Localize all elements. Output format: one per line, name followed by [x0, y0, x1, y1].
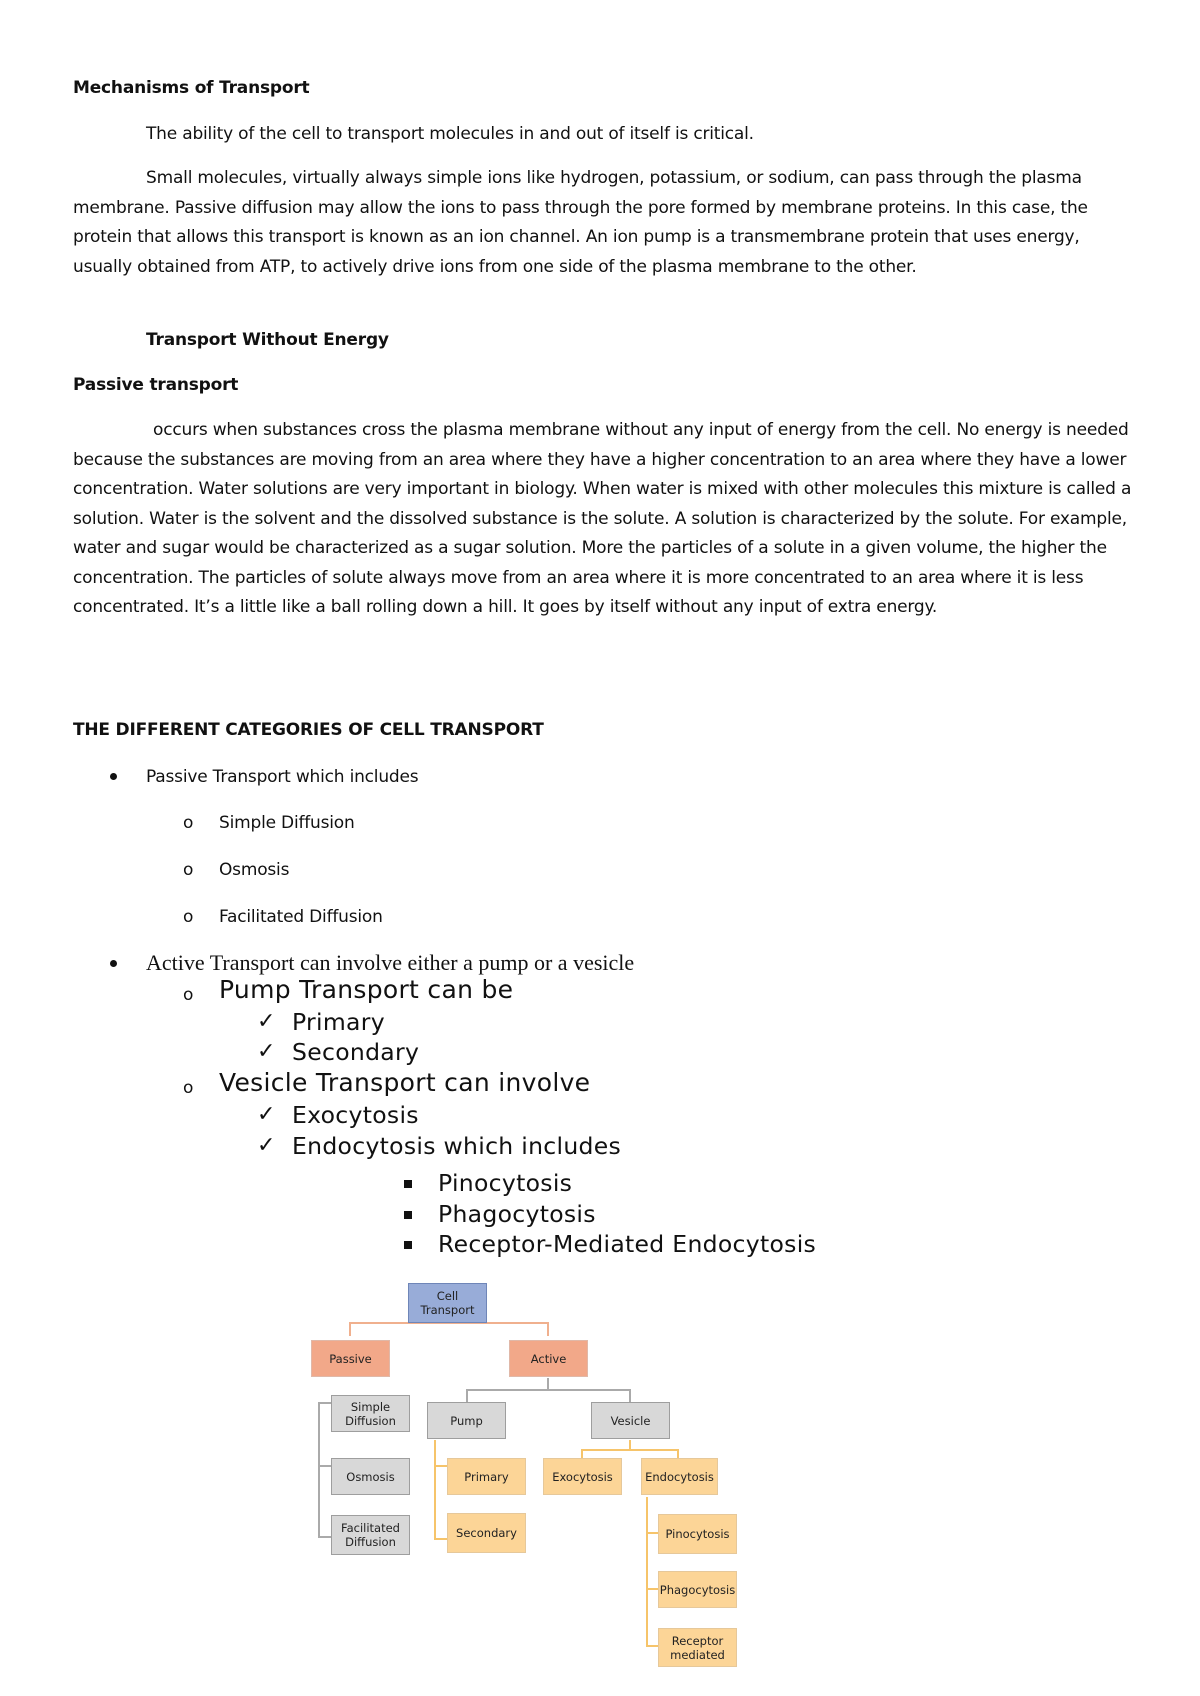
connector-line [466, 1389, 468, 1403]
bullet-icon [110, 773, 117, 780]
transport-without-energy-heading: Transport Without Energy [146, 330, 389, 350]
connector-line [629, 1389, 631, 1403]
node-pinocytosis: Pinocytosis [658, 1514, 737, 1554]
node-pump: Pump [427, 1402, 506, 1439]
circle-bullet-icon: o [183, 860, 194, 880]
ion-paragraph: Small molecules, virtually always simple ions like hydrogen, potassium, or sodium, can pass through the plasma membrane. Passive diffusion may allow the ions to pass through the pore formed by membrane proteins. In this case, the protein that allows this transport is known as an ion channel. An ion pump is a transmembrane protein that uses energy, usually obtained from ATP, to actively drive ions from one side of the plasma membrane to the other. [73, 168, 1088, 277]
connector-line [581, 1449, 679, 1451]
node-osmosis: Osmosis [331, 1458, 410, 1495]
connector-line [434, 1440, 436, 1540]
list-item-primary: Primary [292, 1008, 385, 1036]
circle-bullet-icon: o [183, 985, 194, 1005]
list-item-vesicle-transport: Vesicle Transport can involve [219, 1068, 591, 1097]
circle-bullet-icon: o [183, 907, 194, 927]
list-item-exocytosis: Exocytosis [292, 1101, 419, 1129]
node-receptor-mediated: Receptor mediated [658, 1628, 737, 1667]
connector-line [318, 1536, 332, 1538]
node-phagocytosis: Phagocytosis [658, 1571, 737, 1608]
node-vesicle: Vesicle [591, 1402, 670, 1439]
checkmark-icon: ✓ [257, 1039, 276, 1064]
bullet-icon [110, 960, 117, 967]
list-item-secondary: Secondary [292, 1038, 420, 1066]
connector-line [318, 1402, 320, 1538]
intro-paragraph: The ability of the cell to transport molecules in and out of itself is critical. [146, 124, 754, 144]
checkmark-icon: ✓ [257, 1009, 276, 1034]
list-item-receptor-mediated: Receptor-Mediated Endocytosis [438, 1230, 817, 1258]
connector-line [646, 1497, 648, 1647]
connector-line [434, 1538, 447, 1540]
connector-line [547, 1322, 549, 1336]
checkmark-icon: ✓ [257, 1102, 276, 1127]
circle-bullet-icon: o [183, 813, 194, 833]
connector-line [434, 1465, 447, 1467]
connector-line [349, 1322, 351, 1336]
node-secondary: Secondary [447, 1513, 526, 1553]
node-exocytosis: Exocytosis [543, 1458, 622, 1495]
list-item-pinocytosis: Pinocytosis [438, 1169, 573, 1197]
square-bullet-icon [404, 1211, 412, 1219]
circle-bullet-icon: o [183, 1078, 194, 1098]
active-list-item: Active Transport can involve either a pump or a vesicle [146, 950, 635, 975]
categories-heading: THE DIFFERENT CATEGORIES OF CELL TRANSPORT [73, 720, 544, 740]
connector-line [466, 1389, 631, 1391]
connector-line [318, 1465, 332, 1467]
square-bullet-icon [404, 1180, 412, 1188]
square-bullet-icon [404, 1241, 412, 1249]
passive-transport-paragraph: occurs when substances cross the plasma membrane without any input of energy from the cell. No energy is needed because the substances are moving from an area where they have a higher concentration to an area where they have a lower concentration. Water solutions are very important in biology. When water is mixed with other molecules this mixture is called a solution. Water is the solvent and the dissolved substance is the solute. A solution is characterized by the solute. For example, water and sugar would be characterized as a sugar solution. More the particles of a solute in a given volume, the higher the concentration. The particles of solute always move from an area where it is more concentrated to an area where it is less concentrated. It’s a little like a ball rolling down a hill. It goes by itself without any input of extra energy. [73, 420, 1132, 617]
list-item-phagocytosis: Phagocytosis [438, 1200, 596, 1228]
passive-transport-heading: Passive transport [73, 375, 239, 395]
list-item-facilitated-diffusion: Facilitated Diffusion [219, 907, 383, 927]
connector-line [646, 1645, 658, 1647]
passive-list-item: Passive Transport which includes [146, 767, 419, 787]
list-item-endocytosis: Endocytosis which includes [292, 1132, 622, 1160]
node-passive: Passive [311, 1340, 390, 1377]
node-endocytosis: Endocytosis [641, 1458, 718, 1495]
node-primary: Primary [447, 1458, 526, 1495]
connector-line [318, 1402, 332, 1404]
list-item-pump-transport: Pump Transport can be [219, 975, 514, 1004]
checkmark-icon: ✓ [257, 1133, 276, 1158]
node-simple-diffusion: Simple Diffusion [331, 1395, 410, 1432]
node-facilitated-diffusion: Facilitated Diffusion [331, 1515, 410, 1555]
list-item-osmosis: Osmosis [219, 860, 290, 880]
node-active: Active [509, 1340, 588, 1377]
list-item-simple-diffusion: Simple Diffusion [219, 813, 355, 833]
connector-line [646, 1532, 658, 1534]
connector-line [646, 1588, 658, 1590]
document-title: Mechanisms of Transport [73, 78, 310, 98]
node-cell-transport: Cell Transport [408, 1283, 487, 1323]
